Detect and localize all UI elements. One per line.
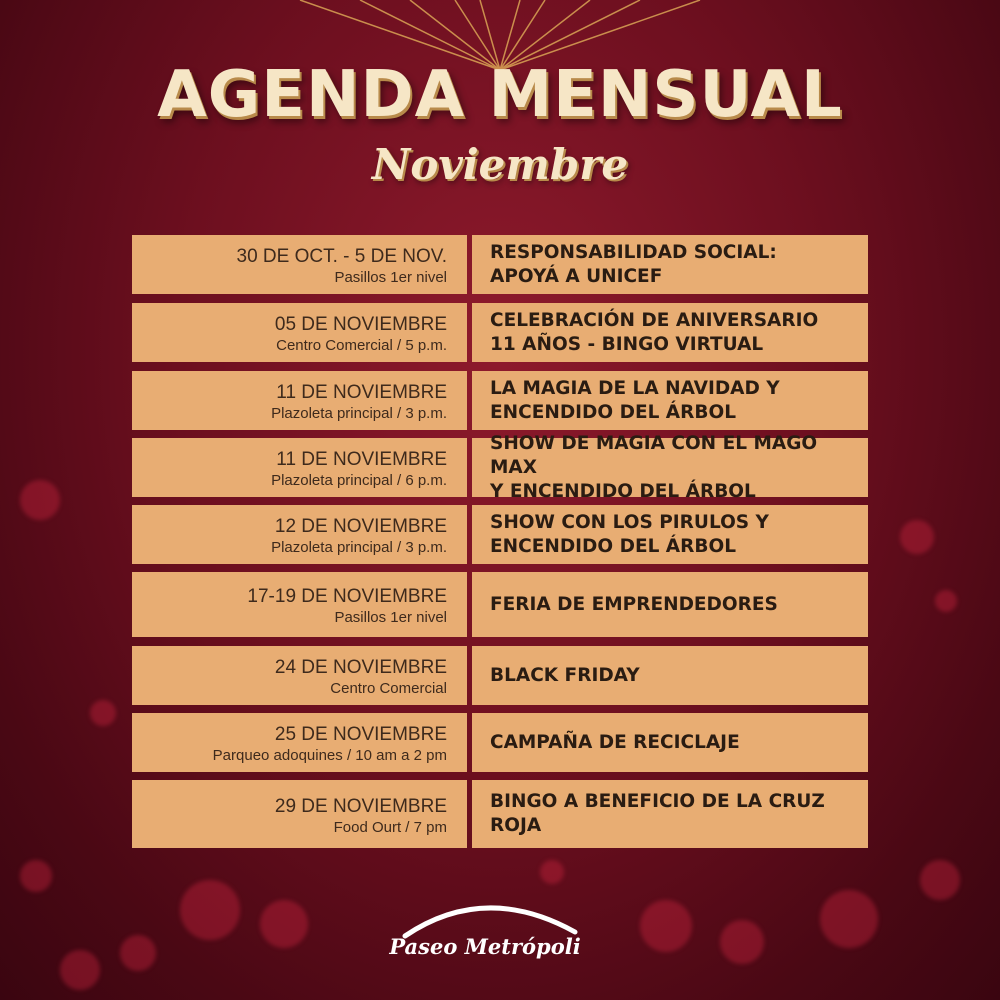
table-row	[132, 646, 868, 705]
bokeh-light	[90, 700, 116, 726]
event-location: Parqueo adoquines / 10 am a 2 pm	[212, 747, 447, 764]
event-cell	[472, 780, 868, 848]
event-cell	[472, 432, 868, 502]
bokeh-light	[20, 860, 52, 892]
event-location: Plazoleta principal / 3 p.m.	[271, 539, 447, 556]
bokeh-light	[900, 520, 934, 554]
event-location: Plazoleta principal / 3 p.m.	[271, 405, 447, 422]
event-title: LA MAGIA DE LA NAVIDAD Y ENCENDIDO DEL ÁRBOL	[490, 377, 780, 423]
bokeh-light	[720, 920, 764, 964]
date-cell	[132, 505, 467, 564]
event-date: 29 DE NOVIEMBRE	[274, 795, 447, 817]
bokeh-light	[540, 860, 564, 884]
event-title: BLACK FRIDAY	[490, 664, 640, 686]
event-date: 17-19 DE NOVIEMBRE	[247, 586, 447, 607]
date-cell	[132, 780, 467, 848]
date-cell	[132, 438, 467, 497]
event-title: CELEBRACIÓN DE ANIVERSARIO 11 AÑOS - BINGO VIRTUAL	[490, 309, 819, 355]
brand-logo	[385, 892, 605, 972]
event-location: Centro Comercial	[330, 680, 447, 697]
event-location: Pasillos 1er nivel	[334, 609, 447, 626]
bokeh-light	[920, 860, 960, 900]
event-date: 11 DE NOVIEMBRE	[276, 382, 447, 403]
date-cell	[132, 572, 467, 637]
event-date: 05 DE NOVIEMBRE	[274, 314, 447, 335]
event-title: FERIA DE EMPRENDEDORES	[490, 593, 778, 615]
table-row	[132, 371, 868, 430]
event-cell	[472, 235, 868, 294]
bokeh-light	[20, 480, 60, 520]
table-row	[132, 505, 868, 564]
bokeh-light	[935, 590, 957, 612]
event-location: Food Ourt / 7 pm	[333, 818, 447, 836]
bokeh-light	[640, 900, 692, 952]
event-title: SHOW DE MAGIA CON EL MAGO MAX Y ENCENDIDO DEL ÁRBOL	[490, 432, 818, 502]
table-row	[132, 572, 868, 637]
event-date: 30 DE OCT. - 5 DE NOV.	[236, 246, 447, 267]
event-cell	[472, 646, 868, 705]
event-title: CAMPAÑA DE RECICLAJE	[490, 731, 740, 753]
table-row	[132, 780, 868, 848]
event-cell	[472, 371, 868, 430]
event-cell	[472, 713, 868, 772]
brand-name: Paseo Metrópoli	[389, 934, 581, 959]
event-title: SHOW CON LOS PIRULOS Y ENCENDIDO DEL ÁRBOL	[490, 511, 769, 557]
event-cell	[472, 303, 868, 362]
event-title: RESPONSABILIDAD SOCIAL: APOYÁ A UNICEF	[490, 241, 777, 287]
table-row	[132, 432, 868, 502]
table-row	[132, 713, 868, 772]
event-date: 25 DE NOVIEMBRE	[274, 724, 447, 745]
event-location: Pasillos 1er nivel	[334, 269, 447, 286]
event-location: Centro Comercial / 5 p.m.	[276, 337, 447, 354]
bokeh-light	[120, 935, 156, 971]
bokeh-light	[820, 890, 878, 948]
date-cell	[132, 303, 467, 362]
page-title: AGENDA MENSUAL	[157, 58, 843, 132]
date-cell	[132, 646, 467, 705]
event-title: BINGO A BENEFICIO DE LA CRUZ ROJA	[490, 791, 825, 836]
bokeh-light	[60, 950, 100, 990]
table-row	[132, 235, 868, 294]
event-date: 24 DE NOVIEMBRE	[274, 657, 447, 678]
date-cell	[132, 713, 467, 772]
table-row	[132, 303, 868, 362]
event-location: Plazoleta principal / 6 p.m.	[271, 472, 447, 489]
date-cell	[132, 235, 467, 294]
event-cell	[472, 572, 868, 637]
bokeh-light	[260, 900, 308, 948]
date-cell	[132, 371, 467, 430]
event-date: 11 DE NOVIEMBRE	[276, 449, 447, 470]
event-date: 12 DE NOVIEMBRE	[274, 516, 447, 537]
month-subtitle: Noviembre	[371, 140, 629, 189]
event-cell	[472, 505, 868, 564]
bokeh-light	[180, 880, 240, 940]
